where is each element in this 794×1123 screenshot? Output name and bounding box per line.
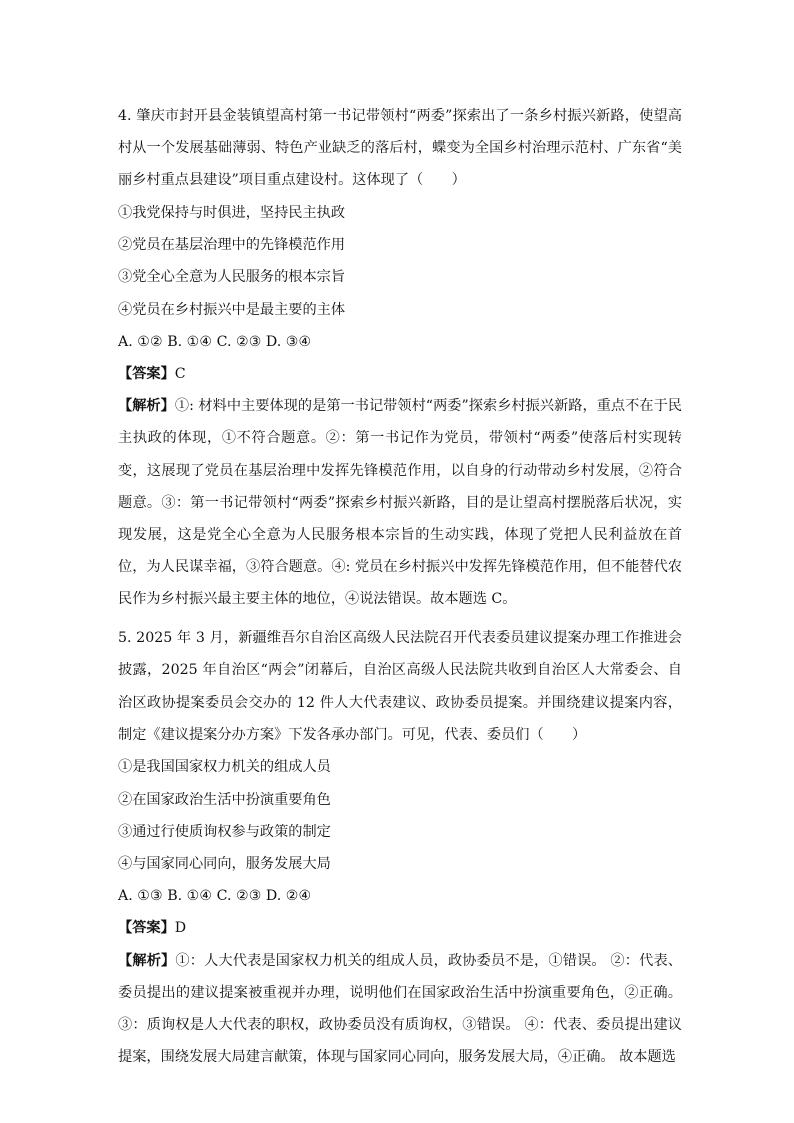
question-4-stem: 4. 肇庆市封开县金装镇望高村第一书记带领村“两委”探索出了一条乡村振兴新路，使望高村从一个发展基础薄弱、特色产业缺乏的落后村，蝶变为全国乡村治理示范村、广东省“美丽乡村重点县建设”项目重点建设村。这体现了（ ） [118,108,682,189]
q5-option-1: ①是我国国家权力机关的组成人员 [118,759,331,776]
q5-analysis-label: 【解析】 [118,952,176,969]
q4-analysis [118,390,682,615]
question-5-stem: 5. 2025 年 3 月，新疆维吾尔自治区高级人民法院召开代表委员建议提案办理工作推进会披露，2025 年自治区“两会”闭幕后，自治区高级人民法院共收到自治区人大常委会、自治区政协提案委员会交办的 12 件人大代表建议、政协委员提案。并围绕建议提案内容，制定《建议提案分办方案》下发各承办部门。可见，代表、委员们（ ） [118,630,682,743]
q5-option-4: ④与国家同心同向，服务发展大局 [118,856,331,873]
q4-option-4: ④党员在乡村振兴中是最主要的主体 [118,301,346,318]
q4-option-2: ②党员在基层治理中的先锋模范作用 [118,237,346,254]
q5-choices: A. ①③ B. ①④ C. ②③ D. ②④ [118,888,312,905]
q5-answer [118,918,682,938]
q4-answer-label: 【答案】 [118,366,175,383]
q5-option-2: ②在国家政治生活中扮演重要角色 [118,791,331,808]
q4-answer-value: C [174,366,186,383]
q4-answer [118,364,682,384]
q4-analysis-label: 【解析】 [118,398,175,415]
q4-choices: A. ①② B. ①④ C. ②③ D. ③④ [118,333,312,350]
q4-option-3: ③党全心全意为人民服务的根本宗旨 [118,269,346,286]
q4-analysis-text: ①: 材料中主要体现的是第一书记带领村“两委”探索乡村振兴新路，重点不在于民主执政的体现，①不符合题意。②：第一书记作为党员，带领村“两委”使落后村实现转变，这展现了党员在基层治理中发挥先锋模范作用，以自身的行动带动乡村发展，②符合题意。③：第一书记带领村“两委”探索乡村振兴新路，目的是让望高村摆脱落后状况，实现发展，这是党全心全意为人民服务根本宗旨的生动实践，体现了党把人民利益放在首位，为人民谋幸福，③符合题意。④: 党员在乡村振兴中发挥先锋模范作用，但不能替代农民作为乡村振兴最主要主体的地位，④说法错误。故本题选 C。 [118,398,682,608]
q5-answer-value: D [174,920,187,937]
q5-analysis-text: ①：人大代表是国家权力机关的组成人员，政协委员不是，①错误。 ②：代表、委员提出的建议提案被重视并办理，说明他们在国家政治生活中扮演重要角色，②正确。③：质询权是人大代表的职权，政协委员没有质询权，③错误。 ④：代表、委员提出建议提案，围绕发展大局建言献策，体现与国家同心同向，服务发展大局，④正确。 故本题选 [118,952,682,1066]
q5-option-3: ③通过行使质询权参与政策的制定 [118,823,331,840]
q4-option-1: ①我党保持与时俱进，坚持民主执政 [118,205,346,222]
q5-answer-label: 【答案】 [118,920,175,937]
q5-analysis [118,945,682,1074]
